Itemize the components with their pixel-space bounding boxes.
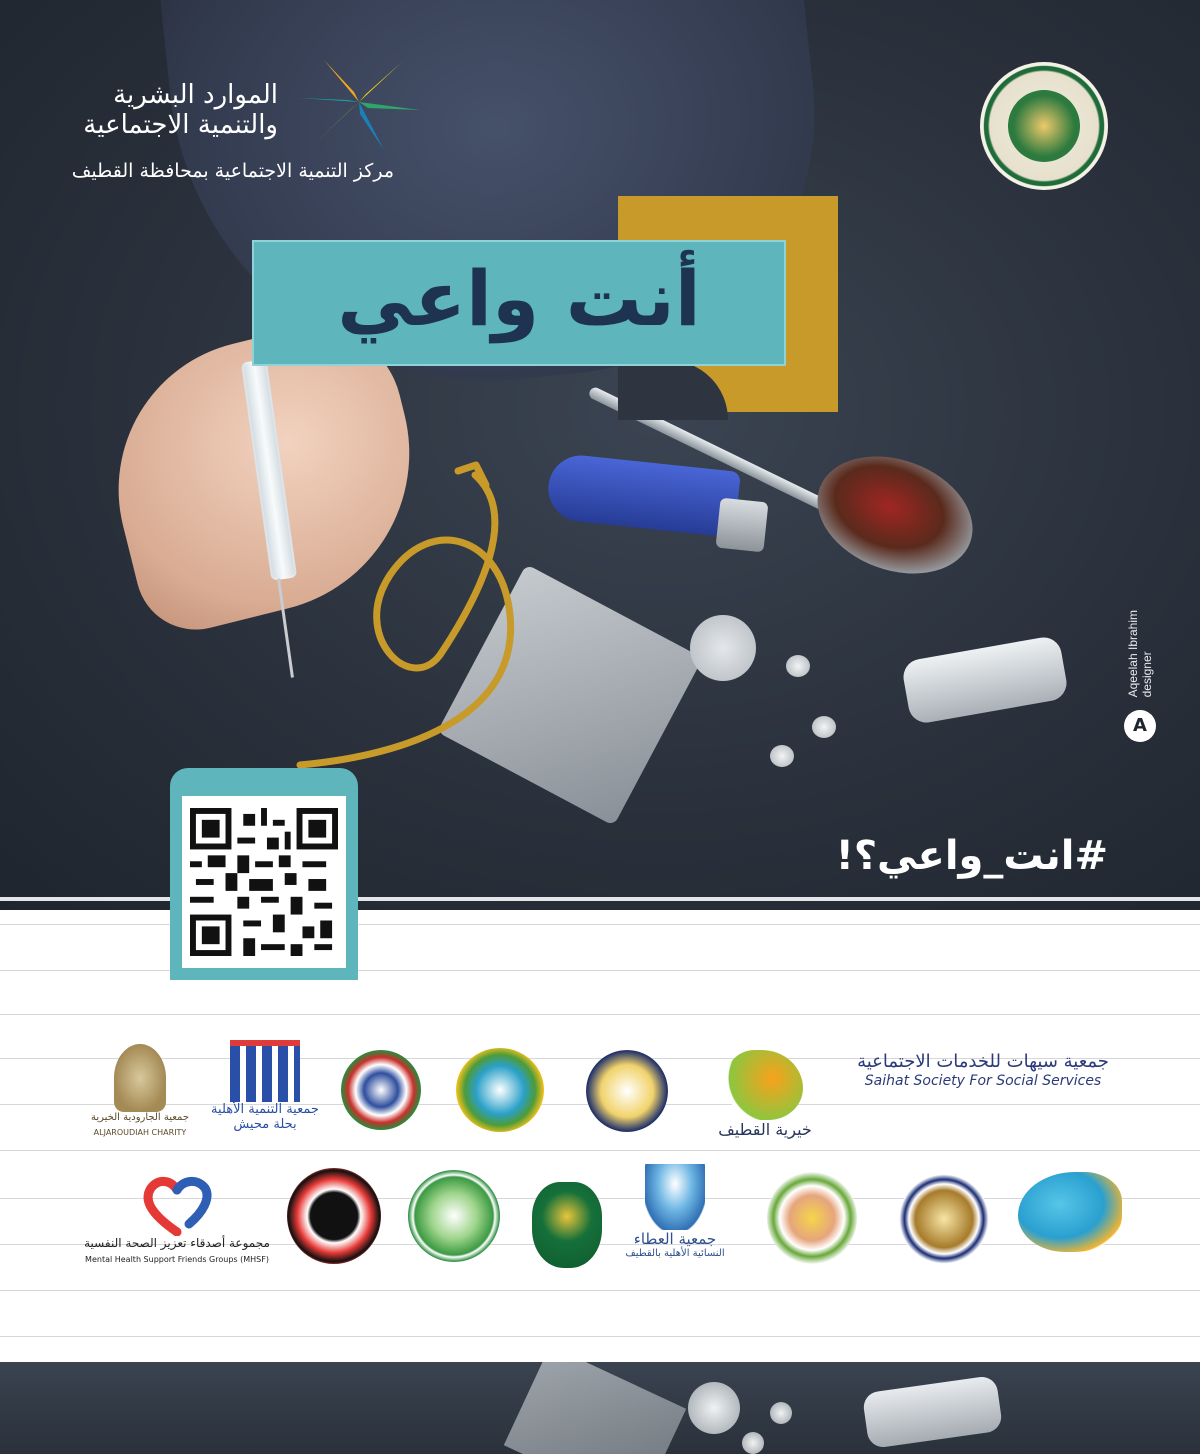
mhsf-name-en: Mental Health Support Friends Groups (MHSF) [85,1255,269,1264]
aljaroudiah-name-en: ALJAROUDIAH CHARITY [93,1128,187,1137]
aljaroudiah-name-ar: جمعية الجارودية الخيرية [90,1112,190,1123]
curly-arrow-icon [290,455,550,775]
interior-ministry-seal-icon [980,62,1108,190]
designer-logo-icon: A [1124,710,1156,742]
society-circle-2-emblem-icon [456,1048,544,1132]
seal-emblem-icon [1008,90,1080,162]
bird-society-emblem-icon [408,1170,500,1262]
pill [786,655,810,677]
poster-photo-bottom-strip [0,1362,1200,1454]
bottle-cap [688,1382,740,1434]
partner-logo-wreath-society [764,1172,860,1264]
partner-logo-seal-society [896,1174,992,1264]
alataa-subtitle: النسائية الأهلية بالقطيف [625,1248,725,1259]
saihat-name-ar: جمعية سيهات للخدمات الاجتماعية [857,1050,1109,1072]
hashtag: #انت_واعي؟! [835,833,1108,879]
alataa-name: جمعية العطاء [633,1230,717,1248]
ruled-line [0,1290,1200,1291]
pill-vial [901,635,1070,726]
lighter-head [716,498,769,553]
partner-logo-green-shield [530,1182,604,1268]
poster-title: أنت واعي [337,254,701,343]
bottle-cap [690,615,756,681]
partner-logo-society-circle-2 [452,1048,548,1132]
pill [770,1402,792,1424]
spoon-bowl [801,436,989,594]
center-name: مركز التنمية الاجتماعية بمحافظة القطيف [71,160,394,182]
ministry-name-line2: والتنمية الاجتماعية [83,110,278,140]
hr-ministry-logo [71,52,428,192]
mhsf-heart-icon [141,1176,213,1236]
designer-credit [1126,610,1154,697]
pill [812,716,836,738]
ruled-line [0,1336,1200,1337]
designer-name: Aqeelah Ibrahim [1126,610,1140,698]
aljaroudiah-emblem-icon [114,1044,166,1112]
partner-logo-aljaroudiah [80,1044,200,1139]
alataa-emblem-icon [645,1164,705,1230]
partner-logo-mhsf [72,1176,282,1266]
partner-logo-alataa [620,1164,730,1259]
qr-code[interactable] [182,796,346,968]
wreath-society-emblem-icon [767,1172,857,1264]
title-banner [252,240,786,366]
pill [742,1432,764,1454]
qr-code-frame[interactable] [170,768,358,980]
partner-logo-khairat-alqatif [695,1050,835,1139]
qr-code-icon[interactable] [190,806,338,958]
partner-logo-dove-society [1015,1172,1125,1252]
partner-logo-sports-club [286,1168,382,1264]
dove-emblem-icon [1018,1172,1122,1252]
ministry-name-line1: الموارد البشرية [113,80,278,110]
ruled-line [0,1150,1200,1151]
pill-vial [862,1375,1003,1449]
designer-role: designer [1140,651,1154,698]
partner-logo-society-circle-3 [336,1050,426,1130]
society-circle-1-emblem-icon [586,1050,668,1132]
partner-logo-saihat [857,1040,1112,1098]
partner-logo-society-circle-1 [582,1050,672,1132]
lighter [545,452,741,537]
saihat-name-en: Saihat Society For Social Services [864,1072,1102,1089]
khairat-emblem-icon [727,1050,803,1120]
hr-ministry-mark-icon [294,52,424,152]
seal-society-emblem-icon [899,1174,989,1264]
ruled-line [0,1014,1200,1015]
sports-club-emblem-icon [287,1168,381,1264]
mhsf-name-ar: مجموعة أصدقاء تعزيز الصحة النفسية [84,1236,270,1250]
pill [770,745,794,767]
halat-muhaish-name: جمعية التنمية الأهلية بحلة محيش [211,1102,319,1132]
partner-logo-halat-muhaish [210,1040,320,1132]
khairat-name: خيرية القطيف [718,1120,812,1139]
powder-bag [504,1362,686,1454]
halat-muhaish-emblem-icon [230,1040,300,1102]
partner-logo-bird-society [406,1170,502,1262]
society-circle-3-emblem-icon [341,1050,421,1130]
green-shield-emblem-icon [532,1182,602,1268]
